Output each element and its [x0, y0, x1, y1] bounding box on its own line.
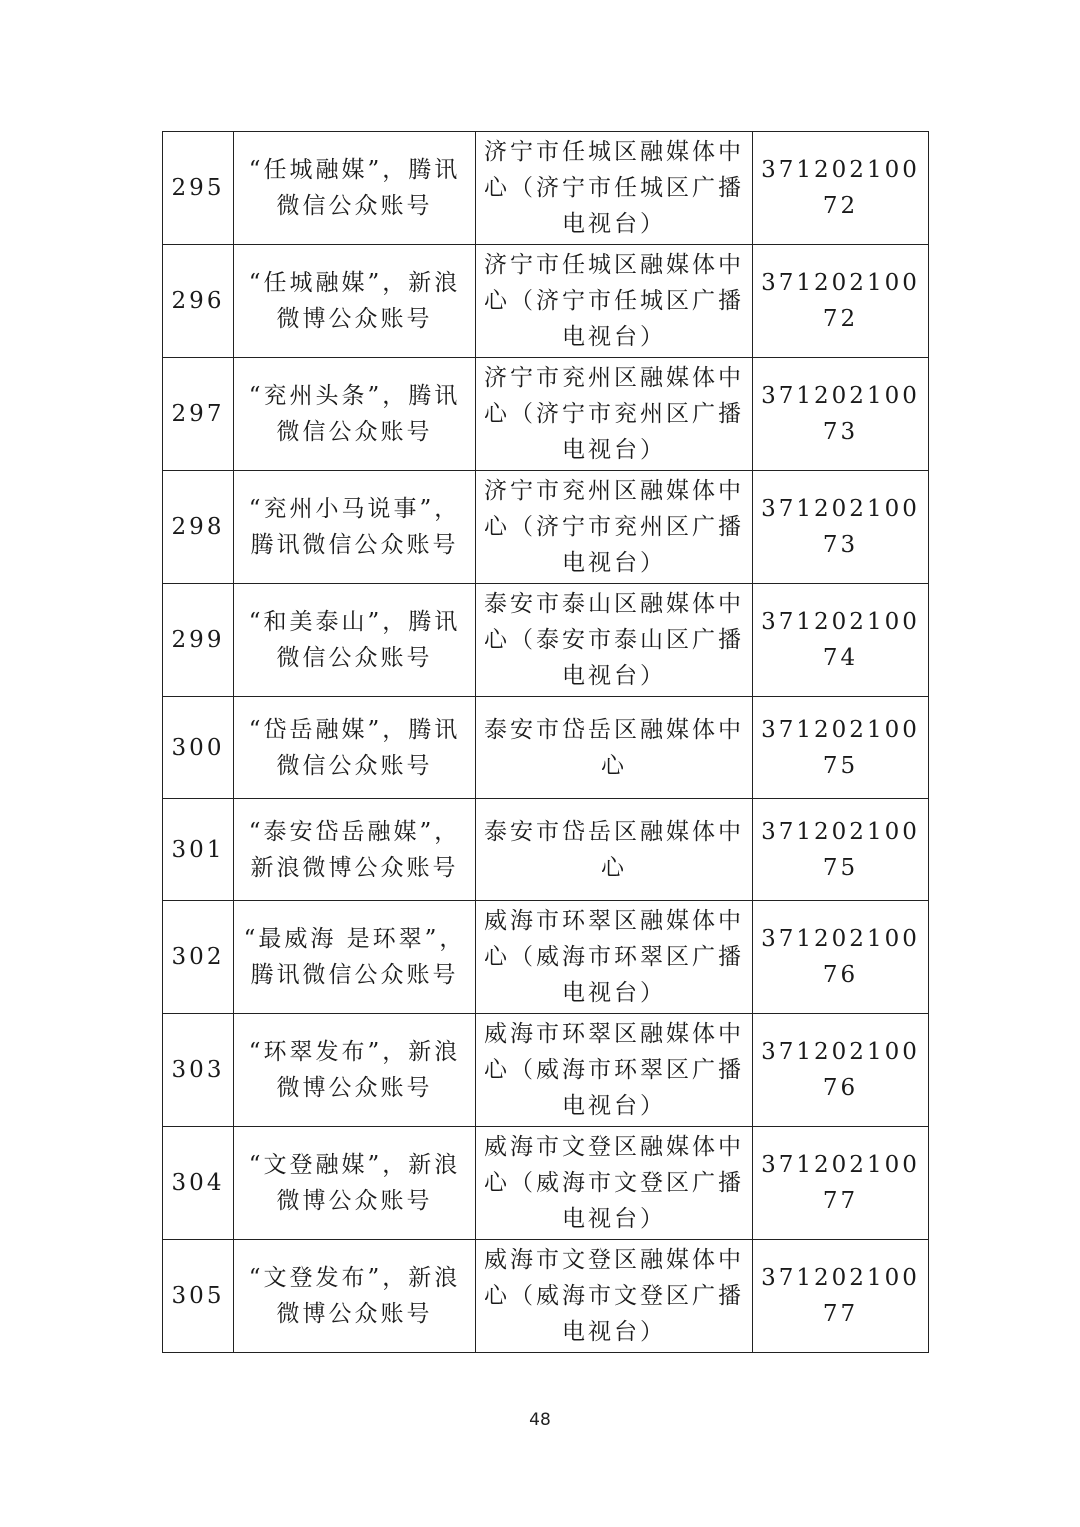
organization: 威海市环翠区融媒体中心（威海市环翠区广播电视台） — [476, 901, 753, 1014]
organization: 泰安市岱岳区融媒体中心 — [476, 697, 753, 799]
row-number: 296 — [163, 245, 234, 358]
registration-code: 37120210072 — [753, 132, 929, 245]
row-number: 302 — [163, 901, 234, 1014]
row-number: 295 — [163, 132, 234, 245]
organization: 威海市环翠区融媒体中心（威海市环翠区广播电视台） — [476, 1014, 753, 1127]
registration-code: 37120210073 — [753, 471, 929, 584]
table-row — [163, 471, 929, 584]
organization: 济宁市任城区融媒体中心（济宁市任城区广播电视台） — [476, 245, 753, 358]
registration-code: 37120210074 — [753, 584, 929, 697]
registration-code: 37120210077 — [753, 1127, 929, 1240]
account-name: “任城融媒”，新浪微博公众账号 — [234, 245, 476, 358]
organization: 威海市文登区融媒体中心（威海市文登区广播电视台） — [476, 1127, 753, 1240]
account-name: “最威海 是环翠”，腾讯微信公众账号 — [234, 901, 476, 1014]
organization: 泰安市泰山区融媒体中心（泰安市泰山区广播电视台） — [476, 584, 753, 697]
row-number: 303 — [163, 1014, 234, 1127]
registration-code: 37120210073 — [753, 358, 929, 471]
row-number: 305 — [163, 1240, 234, 1353]
account-name: “文登融媒”，新浪微博公众账号 — [234, 1127, 476, 1240]
table-row — [163, 697, 929, 799]
registration-code: 37120210076 — [753, 1014, 929, 1127]
row-number: 304 — [163, 1127, 234, 1240]
account-name: “文登发布”，新浪微博公众账号 — [234, 1240, 476, 1353]
account-name: “和美泰山”，腾讯微信公众账号 — [234, 584, 476, 697]
registration-code: 37120210075 — [753, 697, 929, 799]
organization: 济宁市任城区融媒体中心（济宁市任城区广播电视台） — [476, 132, 753, 245]
row-number: 301 — [163, 799, 234, 901]
account-name: “兖州头条”，腾讯微信公众账号 — [234, 358, 476, 471]
table-row — [163, 1014, 929, 1127]
account-name: “泰安岱岳融媒”，新浪微博公众账号 — [234, 799, 476, 901]
table-row — [163, 584, 929, 697]
organization: 泰安市岱岳区融媒体中心 — [476, 799, 753, 901]
table-row — [163, 799, 929, 901]
row-number: 300 — [163, 697, 234, 799]
organization: 济宁市兖州区融媒体中心（济宁市兖州区广播电视台） — [476, 358, 753, 471]
table-row — [163, 1240, 929, 1353]
table-row — [163, 132, 929, 245]
row-number: 299 — [163, 584, 234, 697]
row-number: 297 — [163, 358, 234, 471]
table-row — [163, 1127, 929, 1240]
account-name: “岱岳融媒”，腾讯微信公众账号 — [234, 697, 476, 799]
organization: 济宁市兖州区融媒体中心（济宁市兖州区广播电视台） — [476, 471, 753, 584]
registration-code: 37120210077 — [753, 1240, 929, 1353]
table-row — [163, 245, 929, 358]
organization: 威海市文登区融媒体中心（威海市文登区广播电视台） — [476, 1240, 753, 1353]
table-row — [163, 901, 929, 1014]
registry-table — [162, 131, 929, 1353]
account-name: “环翠发布”，新浪微博公众账号 — [234, 1014, 476, 1127]
account-name: “兖州小马说事”，腾讯微信公众账号 — [234, 471, 476, 584]
registration-code: 37120210072 — [753, 245, 929, 358]
account-name: “任城融媒”，腾讯微信公众账号 — [234, 132, 476, 245]
page-number: 48 — [529, 1410, 551, 1430]
row-number: 298 — [163, 471, 234, 584]
table-row — [163, 358, 929, 471]
registration-code: 37120210075 — [753, 799, 929, 901]
registration-code: 37120210076 — [753, 901, 929, 1014]
